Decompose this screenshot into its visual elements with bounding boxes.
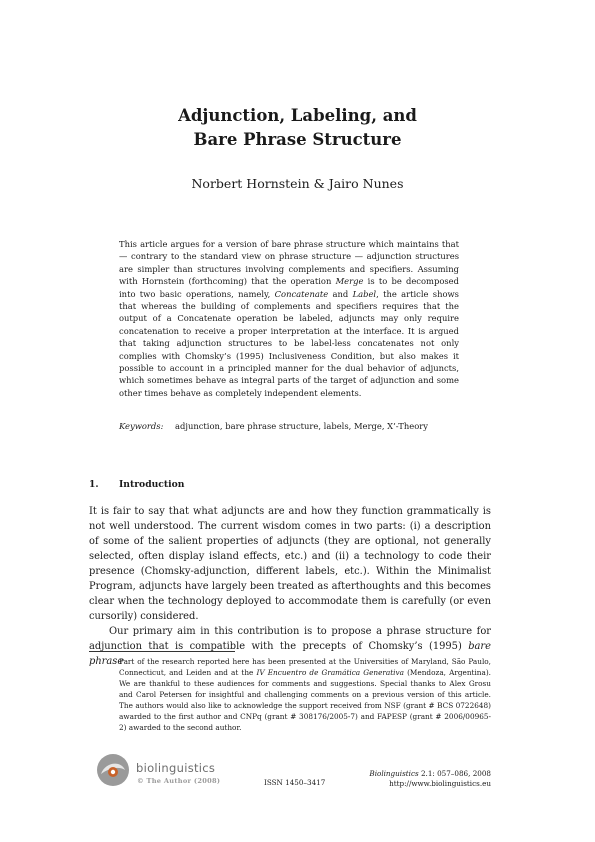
issn: ISSN 1450–3417 — [264, 778, 326, 787]
abstract-term-label: Label — [352, 288, 377, 299]
abstract-text-4: , the article shows that whereas the building of complements and specifiers requires that the output of a Concatenate operation be labeled, adjuncts may only require concatenation to receive a proper interpretation at the interface. It is argued that taking adjunction structures to be label-less concatenates not only complies with Chomsky’s (1995) Inclusiveness Condition, but also makes it possible to account in a principled manner for the dual behavior of adjuncts, which sometimes behave as integral parts of the target of adjunction and some other times behave as completely independent elements. — [119, 288, 459, 398]
journal-name: Biolinguistics — [369, 769, 419, 778]
keywords — [119, 421, 479, 431]
journal-issue: 2.1: 057–086, 2008 — [418, 769, 491, 778]
section-heading — [89, 479, 184, 490]
author-list: Norbert Hornstein & Jairo Nunes — [191, 176, 404, 191]
abstract-text-1: This article argues for a version of bare phrase structure which maintains that — contrary to the standard view on phrase structure — adjunction structures are simpler than structures involving complements and specifiers. Assuming with Hornstein (forthcoming) that the operation — [119, 239, 459, 287]
article-title — [0, 104, 595, 152]
body-paragraph-2-text: Our primary aim in this contribution is to propose a phrase structure for adjunction that is compatible with the precepts of Chomsky’s (1995) — [89, 626, 491, 652]
brand-name: biolinguistics — [136, 761, 216, 775]
body-paragraph-2-emphasis: bare phrase — [89, 641, 491, 667]
journal-info — [369, 769, 491, 789]
title-line-1: Adjunction, Labeling, and — [178, 106, 417, 125]
keywords-label: Keywords: — [119, 421, 164, 431]
journal-url: http://www.biolinguistics.eu — [389, 779, 491, 788]
footnote-text-2: (Mendoza, Argentina). We are thankful to these audiences for comments and suggestions. Special thanks to Alex Grosu and Carol Petersen for insightful and challenging comments on a previous version of this article. The authors would also like to acknowledge the support received from NSF (grant # BCS 0722648) awarded to the first author and CNPq (grant # 308176/2005-7) and FAPESP (grant # 2006/00965-2) awarded to the second author. — [119, 668, 491, 732]
section-title: Introduction — [119, 479, 185, 490]
copyright-notice: © The Author (2008) — [137, 777, 221, 785]
abstract-term-merge: Merge — [335, 276, 364, 287]
footnote-emphasis: IV Encuentro de Gramática Generativa — [256, 668, 404, 677]
keywords-text: adjunction, bare phrase structure, labels, Merge, X’-Theory — [175, 421, 429, 431]
abstract-term-concatenate: Concatenate — [274, 288, 329, 299]
footnote — [119, 656, 491, 733]
abstract-text-2: is to be decomposed into two basic operations, namely, — [119, 276, 459, 299]
section-number: 1. — [89, 479, 99, 490]
abstract-text-3: and — [328, 288, 353, 299]
title-line-2: Bare Phrase Structure — [193, 130, 402, 149]
biolinguistics-logo-icon — [95, 752, 131, 788]
journal-citation — [369, 769, 491, 779]
body-text — [89, 504, 491, 669]
abstract — [119, 238, 459, 399]
footnote-divider — [89, 651, 235, 652]
footnote-text-1: Part of the research reported here has been presented at the Universities of Maryland, São Paulo, Connecticut, and Leiden and at the — [119, 657, 491, 677]
body-paragraph-1: It is fair to say that what adjuncts are and how they function grammatically is not well understood. The current wisdom comes in two parts: (i) a description of some of the salient properties of adjuncts (they are optional, not generally selected, often display island effects, etc.) and (ii) a technology to code their presence (Chomsky-adjunction, different labels, etc.). Within the Minimalist Program, adjuncts have largely been treated as afterthoughts and this becomes clear when the technology deployed to accommodate them is carefully (or even cursorily) considered. — [89, 506, 491, 622]
